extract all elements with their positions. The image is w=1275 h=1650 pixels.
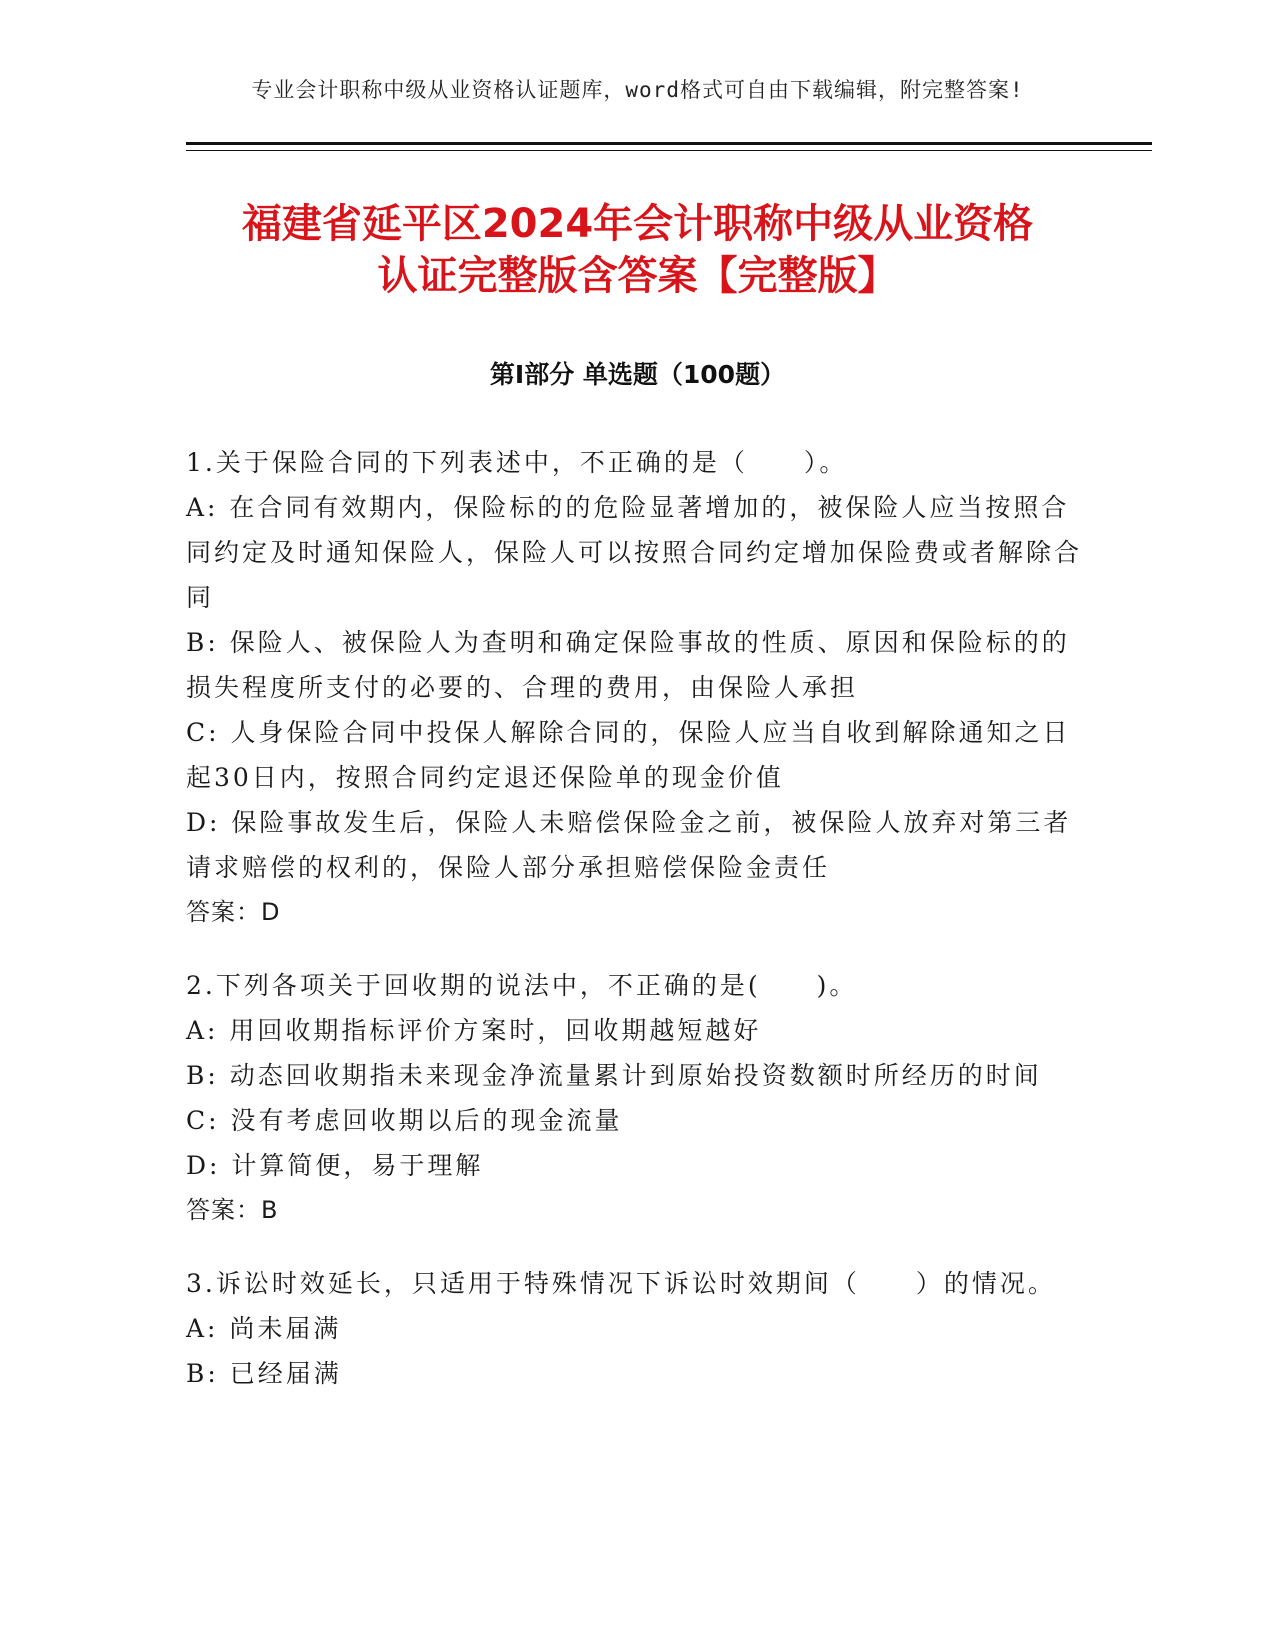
question-1 <box>186 440 1086 935</box>
option-b: B: 保险人、被保险人为查明和确定保险事故的性质、原因和保险标的的损失程度所支付的必要的、合理的费用，由保险人承担 <box>186 628 1070 702</box>
option-a: A: 在合同有效期内，保险标的的危险显著增加的，被保险人应当按照合同约定及时通知保险人，保险人可以按照合同约定增加保险费或者解除合同 <box>186 493 1083 612</box>
option-d: D: 计算简便，易于理解 <box>186 1151 484 1180</box>
document-title-line-1: 福建省延平区2024年会计职称中级从业资格 <box>241 201 1034 247</box>
header-rule-thick <box>186 142 1152 145</box>
option-b: B: 已经届满 <box>186 1359 342 1388</box>
question-stem: 3.诉讼时效延长，只适用于特殊情况下诉讼时效期间（ ）的情况。 <box>186 1269 1056 1298</box>
answer <box>186 1188 1086 1233</box>
option-a: A: 用回收期指标评价方案时，回收期越短越好 <box>186 1016 762 1045</box>
answer-value: D <box>261 898 281 926</box>
answer-label: 答案： <box>186 898 261 926</box>
question-2 <box>186 963 1086 1233</box>
answer-value: B <box>261 1196 279 1224</box>
document-title-line-2: 认证完整版含答案【完整版】 <box>377 253 898 299</box>
question-3 <box>186 1261 1086 1396</box>
option-c: C: 人身保险合同中投保人解除合同的，保险人应当自收到解除通知之日起30日内，按照合同约定退还保险单的现金价值 <box>186 718 1071 792</box>
document-title <box>150 198 1125 302</box>
question-stem: 1.关于保险合同的下列表述中，不正确的是（ ）。 <box>186 448 848 477</box>
section-heading: 第Ⅰ部分 单选题（100题） <box>489 360 786 389</box>
answer <box>186 890 1086 935</box>
option-b: B: 动态回收期指未来现金净流量累计到原始投资数额时所经历的时间 <box>186 1061 1042 1090</box>
question-stem: 2.下列各项关于回收期的说法中，不正确的是( )。 <box>186 971 858 1000</box>
question-list <box>186 440 1086 1424</box>
header-rule-thin <box>186 150 1152 151</box>
header-note: 专业会计职称中级从业资格认证题库，word格式可自由下载编辑，附完整答案! <box>251 78 1024 102</box>
option-a: A: 尚未届满 <box>186 1314 342 1343</box>
answer-label: 答案： <box>186 1196 261 1224</box>
option-c: C: 没有考虑回收期以后的现金流量 <box>186 1106 623 1135</box>
option-d: D: 保险事故发生后，保险人未赔偿保险金之前，被保险人放弃对第三者请求赔偿的权利的，保险人部分承担赔偿保险金责任 <box>186 808 1072 882</box>
